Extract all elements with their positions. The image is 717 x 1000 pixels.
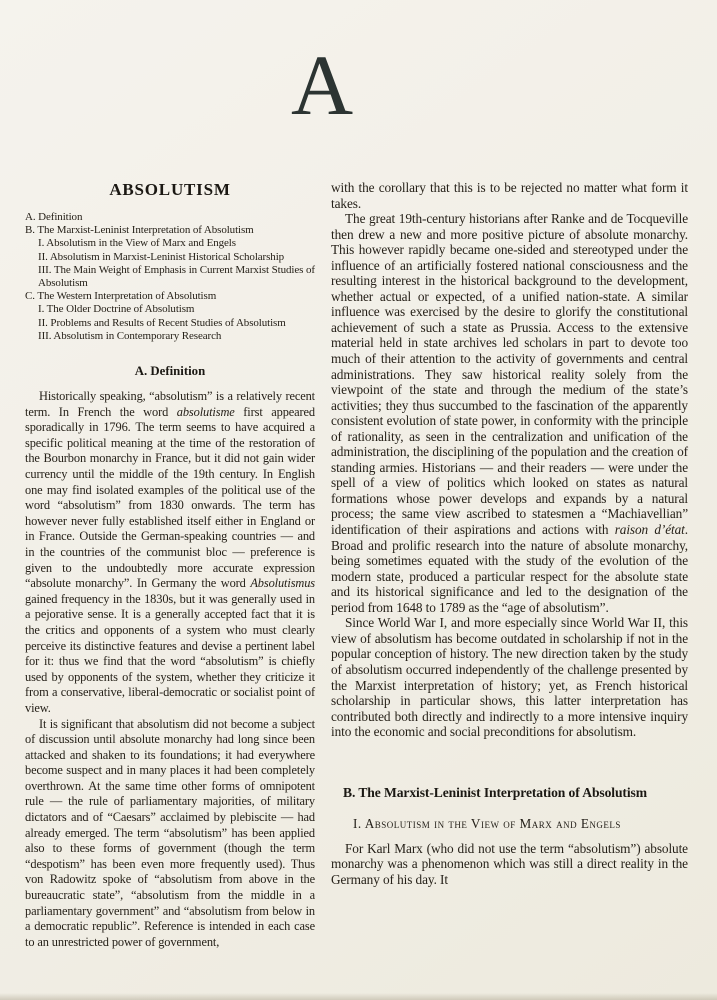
- text-run: with the corollary that this is to be rejected no matter what form it takes.: [331, 180, 688, 211]
- left-column: [25, 180, 315, 950]
- right-column-body-bottom: [331, 841, 688, 888]
- contents-item: B. The Marxist-Leninist Interpretation of Absolutism: [25, 224, 254, 237]
- table-of-contents: [25, 211, 315, 343]
- section-letter: A: [291, 37, 354, 133]
- italic-term: absolutisme: [176, 404, 235, 419]
- paragraph: [25, 389, 315, 716]
- paragraph: [331, 615, 688, 739]
- text-run: For Karl Marx (who did not use the term “absolutism”) absolute monarchy was a phenomenon which was still a direct reality in the Germany of his day. It: [331, 840, 688, 887]
- right-column-body-top: [331, 180, 688, 740]
- text-run: first appeared sporadically in 1796. The term seems to have acquired a specific political meaning at the time of the restoration of the Bourbon monarchy in France, but it did not gain wider currency until the middle of the 19th century. In English one may find isolated examples of the political use of the word “absolutism” from 1830 onwards. The term has however never fully established itself either in England or in France. Outside the German-speaking countries — and in the countries of the communist bloc — preference is given to the undoubtedly more accurate expression “absolute monarchy”. In Germany the word: [25, 404, 315, 591]
- text-run: Since World War I, and more especially since World War II, this view of absolutism has become outdated in scholarship if not in the popular conception of history. The new direction taken by the study of absolutism occurred independently of the challenge presented by the Marxist interpretation of history; yet, as French historical scholarship in particular shows, this latter interpretation has contributed both directly and indirectly to a more intensive inquiry into the economic and social preconditions for absolutism.: [331, 615, 688, 740]
- text-run: Historically speaking, “absolutism” is a relatively recent term. In French the word: [25, 389, 315, 419]
- text-run: The great 19th-century historians after Ranke and de Tocqueville then drew a new and more positive picture of absolute monarchy. This however rapidly became one-sided and stereotyped under the influence of an artificially fostered national consciousness and the resulting interest in the historical background to the development, whether actual or expected, of a unified nation-state. A similar influence was exercised by the desire to glorify the constitutional achievement of such a state as Prussia. Access to the extensive material held in state archives led scholars in part to devote too much of their attention to the activity of governments and central administrations. They saw historical reality solely from the viewpoint of the state and through the medium of the state’s activities; they thus succumbed to the fascination of the apparently consistent evolution of state power, in conformity with the principle of rationality, as seen in the centralization and unification of the administration, the disciplining of the population and the creation of standing armies. Historians — and their readers — were under the spell of a view of politics which looked on states as natural formations whose power develops and expands by a natural process; the same view ascribed to statesmen a “Machiavellian” identification of their aspirations and actions with: [331, 211, 688, 538]
- left-column-body: [25, 389, 315, 950]
- definition-section-heading: A. Definition: [134, 364, 206, 379]
- text-run: gained frequency in the 1830s, but it was generally used in a pejorative sense. It is a generally accepted fact that it is the critics and opponents of a system who must clearly perceive its distinctive features and devise a pertinent label for it: thus we find that the word “absolutism” is chiefly used by opponents of the system, whether they criticize it from a conservative, liberal-democratic or socialist point of view.: [25, 591, 315, 715]
- paragraph: [331, 180, 688, 211]
- contents-item: C. The Western Interpretation of Absolutism: [25, 290, 217, 303]
- marx-engels-subsection-heading: I. Absolutism in the View of Marx and Engels: [353, 815, 621, 831]
- right-column: [331, 180, 688, 887]
- paragraph: [331, 841, 688, 888]
- contents-item: II. Problems and Results of Recent Studies of Absolutism: [38, 316, 286, 329]
- contents-item: III. Absolutism in Contemporary Research: [38, 329, 222, 342]
- entry-title: ABSOLUTISM: [109, 180, 231, 199]
- contents-item: II. Absolutism in Marxist-Leninist Historical Scholarship: [38, 250, 285, 263]
- contents-item: I. Absolutism in the View of Marx and Engels: [38, 237, 236, 250]
- contents-item: III. The Main Weight of Emphasis in Current Marxist Studies of Absolutism: [38, 263, 315, 290]
- paragraph: [331, 211, 688, 615]
- text-run: It is significant that absolutism did not become a subject of discussion until absolute monarchy had long since been attacked and shaken to its foundations; it had everywhere become suspect and in many places it had been completely overthrown. At the same time other forms of omnipotent rule — the rule of parliamentary majorities, of military dictators and of “Caesars” acclaimed by plebiscite — had already emerged. The term “absolutism” has been applied also to these forms of government (though the term “despotism” has been even more frequently used). Thus von Radowitz spoke of “absolutism from above in the bureaucratic state”, “absolutism from the middle in a parliamentary government” and “absolutism from below in a democratic republic”. Reference is intended in each case to an unrestricted power of government,: [25, 716, 315, 949]
- contents-item: I. The Older Doctrine of Absolutism: [38, 303, 195, 316]
- scan-edge-shadow: [0, 993, 717, 1000]
- marxist-interpretation-heading: B. The Marxist-Leninist Interpretation of Absolutism: [343, 784, 647, 800]
- contents-item: A. Definition: [25, 211, 83, 223]
- paragraph: [25, 717, 315, 951]
- italic-term: raison d’état: [614, 522, 685, 538]
- italic-term: Absolutismus: [250, 576, 315, 591]
- text-run: . Broad and prolific research into the nature of absolute monarchy, being sometimes equated with the study of the evolution of the modern state, produced a particular respect for the absolute state and its historical significance and led to the designation of the period from 1648 to 1789 as the “age of absolutism”.: [331, 522, 689, 615]
